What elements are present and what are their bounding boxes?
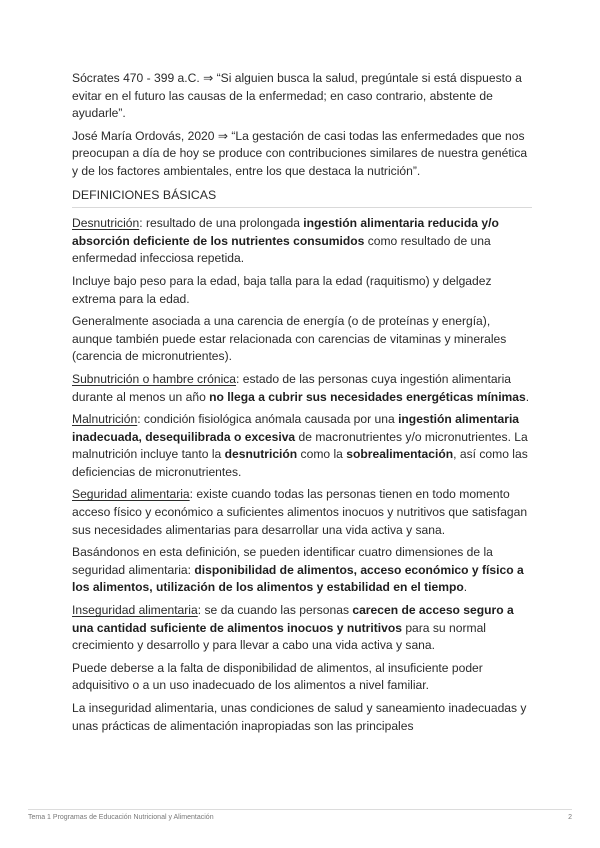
quote-text: “Si alguien busca la salud, pregúntale si está dispuesto a evitar en el futuro las causas de la enfermedad; en caso contrario, abstente de ayudarle”.	[72, 71, 522, 121]
definition-malnutricion	[72, 411, 532, 481]
text: Basándonos en esta definición, se pueden identificar cuatro dimensiones de la seguridad alimentaria:	[72, 545, 493, 577]
text: : condición fisiológica anómala causada por una	[137, 412, 399, 427]
bold-text: no llega a cubrir sus necesidades energéticas mínimas	[209, 389, 526, 404]
page-number: 2	[568, 814, 572, 821]
bold-text: ingestión alimentaria inadecuada, desequilibrada o excesiva	[72, 412, 520, 444]
text: como la	[297, 447, 347, 462]
quote-text: “La gestación de casi todas las enfermedades que nos preocupan a día de hoy se produce con contribuciones similares de nuestra genética y de los factores ambientales, entre los que destaca la nutrición”.	[72, 128, 528, 178]
page-footer	[28, 809, 572, 821]
paragraph-carencia: Generalmente asociada a una carencia de energía (o de proteínas y energía), aunque también puede estar relacionada con carencias de vitaminas y minerales (carencia de micronutrientes).	[72, 314, 507, 364]
text: de macronutrientes y/o micronutrientes. La malnutrición incluye tanto la	[72, 429, 528, 462]
bold-text: sobrealimentación	[346, 447, 454, 462]
quote-author: José María Ordovás, 2020 ⇒	[72, 128, 229, 143]
paragraph-deberse: Puede deberse a la falta de disponibilidad de alimentos, al insuficiente poder adquisitivo o a un uso inadecuado de los alimentos a nivel familiar.	[72, 660, 483, 693]
text: : se da cuando las personas	[197, 603, 353, 618]
definition-desnutricion	[72, 215, 532, 268]
quote-socrates	[72, 70, 532, 123]
definition-inseguridad	[72, 602, 532, 655]
text: : resultado de una prolongada	[139, 216, 304, 231]
footer-title: Tema 1 Programas de Educación Nutricional y Alimentación	[28, 814, 214, 821]
text: , así como las deficiencias de micronutrientes.	[72, 447, 528, 479]
quote-author: Sócrates 470 - 399 a.C. ⇒	[72, 71, 214, 85]
definition-subnutricion	[72, 371, 532, 406]
term-seguridad: Seguridad alimentaria	[72, 487, 190, 502]
page-body	[72, 70, 532, 740]
bold-text: desnutrición	[224, 447, 298, 462]
term-malnutricion: Malnutrición	[72, 412, 138, 427]
term-inseguridad: Inseguridad alimentaria	[72, 603, 198, 618]
text: como resultado de una enfermedad infecciosa repetida.	[72, 233, 491, 266]
paragraph-ultima: La inseguridad alimentaria, unas condiciones de salud y saneamiento inadecuadas y unas prácticas de alimentación inapropiadas son las principales	[72, 701, 527, 733]
text: .	[525, 389, 530, 404]
bold-text: ingestión alimentaria reducida y/o absorción deficiente de los nutrientes consumidos	[72, 216, 499, 248]
text: : existe cuando todas las personas tienen en todo momento acceso físico y económico a suficientes alimentos inocuos y nutritivos que satisfagan sus necesidades alimentarias para desarrollar una vida activa y sana.	[72, 487, 528, 537]
text: para su normal crecimiento y desarrollo y para llevar a cabo una vida activa y sana.	[72, 620, 486, 653]
term-subnutricion: Subnutrición o hambre crónica	[72, 371, 237, 386]
paragraph-peso: Incluye bajo peso para la edad, baja talla para la edad (raquitismo) y delgadez extrema para la edad.	[72, 273, 492, 306]
definition-seguridad	[72, 486, 532, 539]
section-heading: DEFINICIONES BÁSICAS	[72, 187, 532, 209]
quote-ordovas	[72, 128, 532, 181]
term-desnutricion: Desnutrición	[72, 216, 140, 231]
text: : estado de las personas cuya ingestión alimentaria durante al menos un año	[72, 371, 511, 404]
text: .	[463, 580, 468, 595]
bold-text: disponibilidad de alimentos, acceso económico y físico a los alimentos, utilización de los alimentos y estabilidad en el tiempo	[72, 562, 524, 595]
paragraph-dimensiones	[72, 544, 532, 597]
bold-text: carecen de acceso seguro a una cantidad suficiente de alimentos inocuos y nutritivos	[72, 603, 514, 635]
